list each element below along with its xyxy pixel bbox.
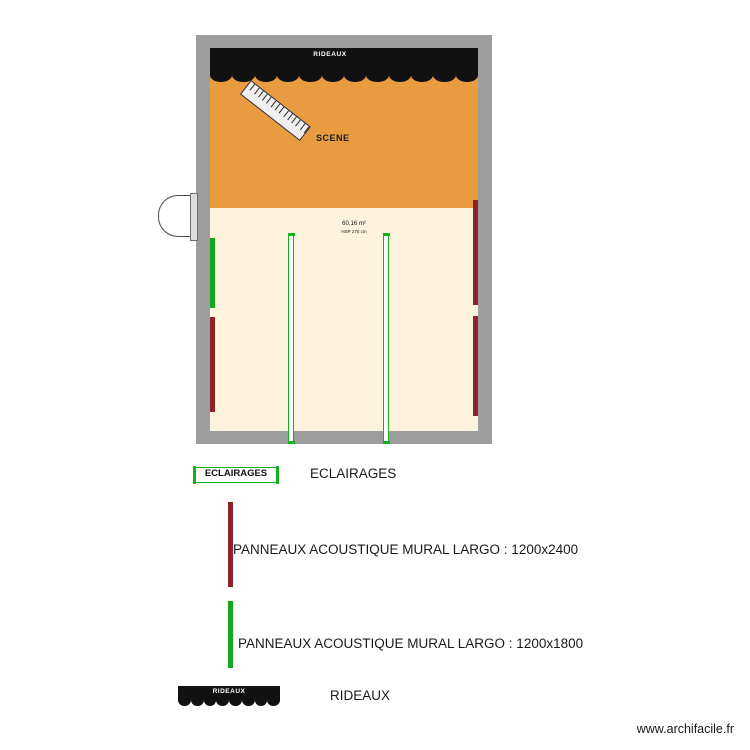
legend-eclairages-label: ECLAIRAGES — [310, 466, 397, 481]
lighting-rail-left — [288, 234, 294, 443]
door-swing — [158, 195, 198, 237]
floor-plan — [196, 35, 492, 444]
legend-panel-2400-label: PANNEAUX ACOUSTIQUE MURAL LARGO : 1200x2400 — [233, 542, 579, 557]
acoustic-panel-green-left — [210, 238, 215, 308]
acoustic-panel-red-right-a — [473, 200, 478, 305]
legend-panel-1800-label: PANNEAUX ACOUSTIQUE MURAL LARGO : 1200x1800 — [238, 636, 584, 651]
footer-website: www.archifacile.fr — [636, 722, 734, 736]
stage-curtain-label: RIDEAUX — [313, 51, 347, 58]
scene-label: SCENE — [316, 133, 350, 143]
acoustic-panel-red-left — [210, 317, 215, 412]
legend-rideaux-label: RIDEAUX — [330, 688, 391, 703]
lighting-rail-right — [383, 234, 389, 443]
legend-eclairages-symbol-label: ECLAIRAGES — [204, 468, 268, 479]
legend-panel-1800-symbol — [228, 601, 233, 668]
room-area-value: 60,16 m² — [342, 221, 366, 227]
room-height-value: HSP 275 cm — [341, 228, 367, 234]
legend-rideaux-symbol — [178, 686, 280, 708]
acoustic-panel-red-right-b — [473, 316, 478, 416]
door-jamb — [190, 193, 198, 241]
legend-rideaux-symbol-label: RIDEAUX — [212, 688, 246, 695]
